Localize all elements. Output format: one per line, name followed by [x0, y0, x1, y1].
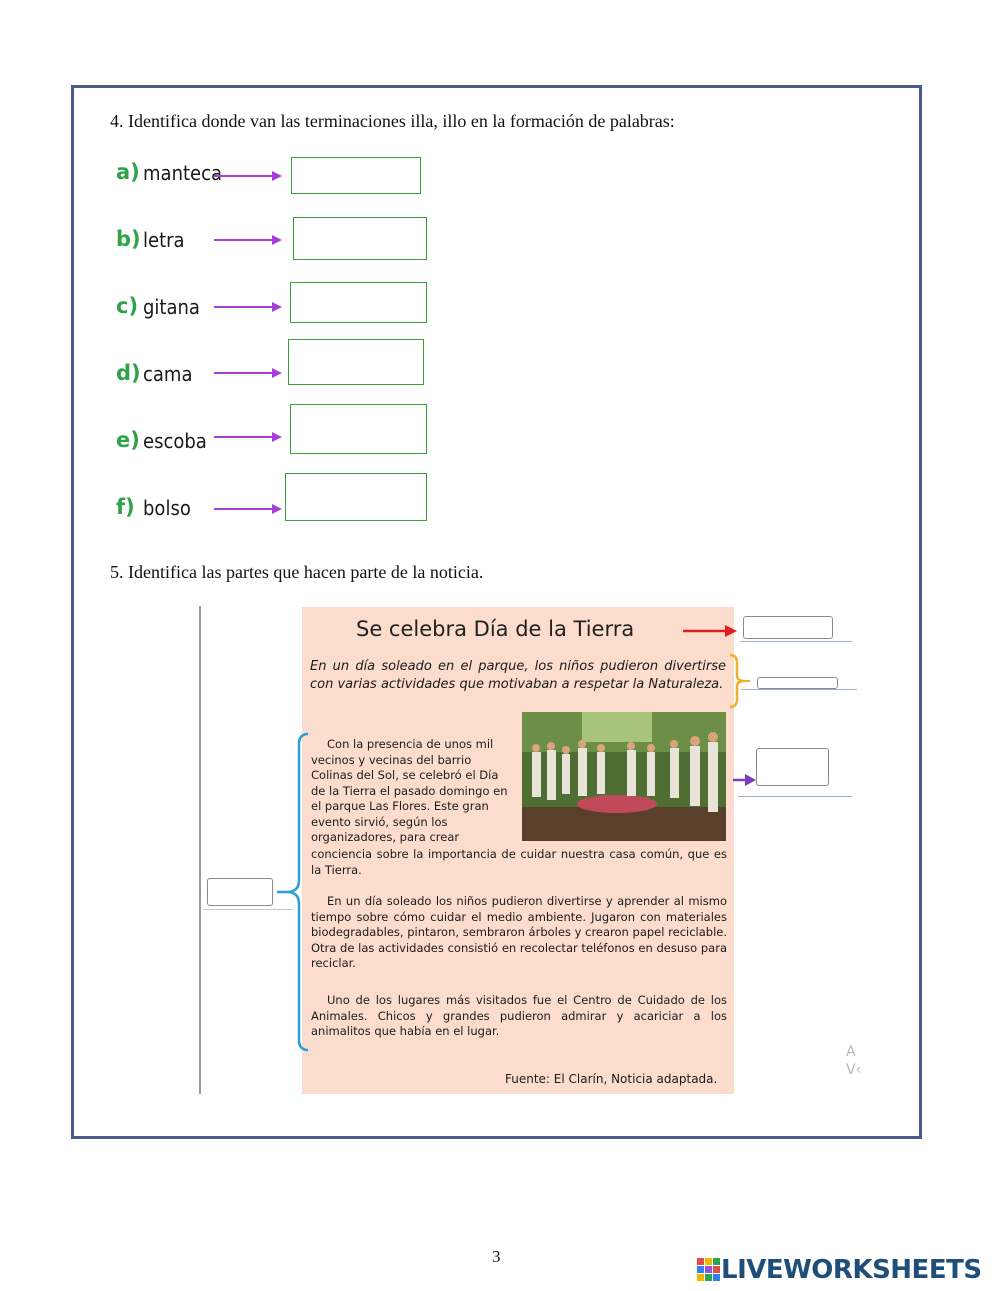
news-paragraph-1-end: conciencia sobre la importancia de cuidar nuestra casa común, que es la Tierra. [311, 847, 727, 877]
faint-line-1: A [846, 1044, 856, 1060]
row-letter-a: a) [116, 160, 140, 184]
news-lead: En un día soleado en el parque, los niños pudieron divertirse con varias actividades que motivaban a respetar la Naturaleza. [310, 659, 726, 692]
faint-line-2: V‹ [846, 1062, 862, 1078]
row-letter-e: e) [116, 428, 140, 452]
news-paragraph-3: Uno de los lugares más visitados fue el Centro de Cuidado de los Animales. Chicos y grandes pudieron admirar y acariciar a los animalitos que había en el lugar. [311, 993, 727, 1038]
lead-brace-icon [728, 653, 750, 709]
news-paragraph-2: En un día soleado los niños pudieron divertirse y aprender al mismo tiempo sobre cómo cuidar el medio ambiente. Jugaron con materiales biodegradables, pintaron, sembraron árboles y crearon papel reciclable. Otra de las actividades consistió en recolectar teléfonos en desuso para reciclar. [311, 894, 727, 970]
question-4-text: 4. Identifica donde van las terminaciones illa, illo en la formación de palabras: [110, 111, 675, 131]
arrow-icon [214, 299, 284, 315]
arrow-icon [214, 501, 284, 517]
underline [203, 909, 293, 910]
row-letter-f: f) [116, 495, 135, 519]
title-answer-box[interactable] [743, 616, 833, 639]
underline [738, 796, 852, 797]
liveworksheets-logo-icon [697, 1258, 721, 1282]
answer-box-d[interactable] [288, 339, 424, 385]
row-word-letra: letra [143, 228, 185, 252]
lead-answer-box[interactable] [757, 677, 838, 689]
arrow-icon [214, 232, 284, 248]
photo-answer-box[interactable] [756, 748, 829, 786]
question-5-text: 5. Identifica las partes que hacen parte de la noticia. [110, 562, 484, 582]
faint-text [846, 1043, 861, 1079]
news-paragraph-1: Con la presencia de unos mil vecinos y vecinas del barrio Colinas del Sol, se celebró el Día de la Tierra el pasado domingo en el parque Las Flores. Este gran evento sirvió, según los organizadores, para crear [311, 737, 508, 844]
row-word-cama: cama [143, 362, 193, 386]
answer-box-b[interactable] [293, 217, 427, 260]
arrow-icon [214, 429, 284, 445]
row-word-escoba: escoba [143, 429, 207, 453]
body-brace-icon [275, 732, 311, 1054]
body-answer-box[interactable] [207, 878, 273, 906]
liveworksheets-logo [697, 1255, 982, 1285]
row-letter-b: b) [116, 227, 141, 251]
row-letter-c: c) [116, 294, 139, 318]
news-source: Fuente: El Clarín, Noticia adaptada. [505, 1072, 718, 1086]
row-word-gitana: gitana [143, 295, 200, 319]
arrow-icon [214, 365, 284, 381]
answer-box-f[interactable] [285, 473, 427, 521]
underline [740, 641, 852, 642]
photo-arrow-icon [733, 772, 757, 788]
news-photo-image [522, 712, 726, 841]
row-word-bolso: bolso [143, 496, 191, 520]
arrow-icon [214, 168, 284, 184]
page-number: 3 [492, 1247, 501, 1266]
divider-line [199, 606, 201, 1094]
row-word-manteca: manteca [143, 161, 223, 185]
underline [741, 689, 857, 690]
answer-box-a[interactable] [291, 157, 421, 194]
news-title: Se celebra Día de la Tierra [356, 617, 635, 641]
row-letter-d: d) [116, 361, 141, 385]
news-photo [522, 712, 726, 841]
answer-box-e[interactable] [290, 404, 427, 454]
answer-box-c[interactable] [290, 282, 427, 323]
title-arrow-icon [683, 622, 739, 640]
brand-name: LIVEWORKSHEETS [721, 1255, 982, 1285]
